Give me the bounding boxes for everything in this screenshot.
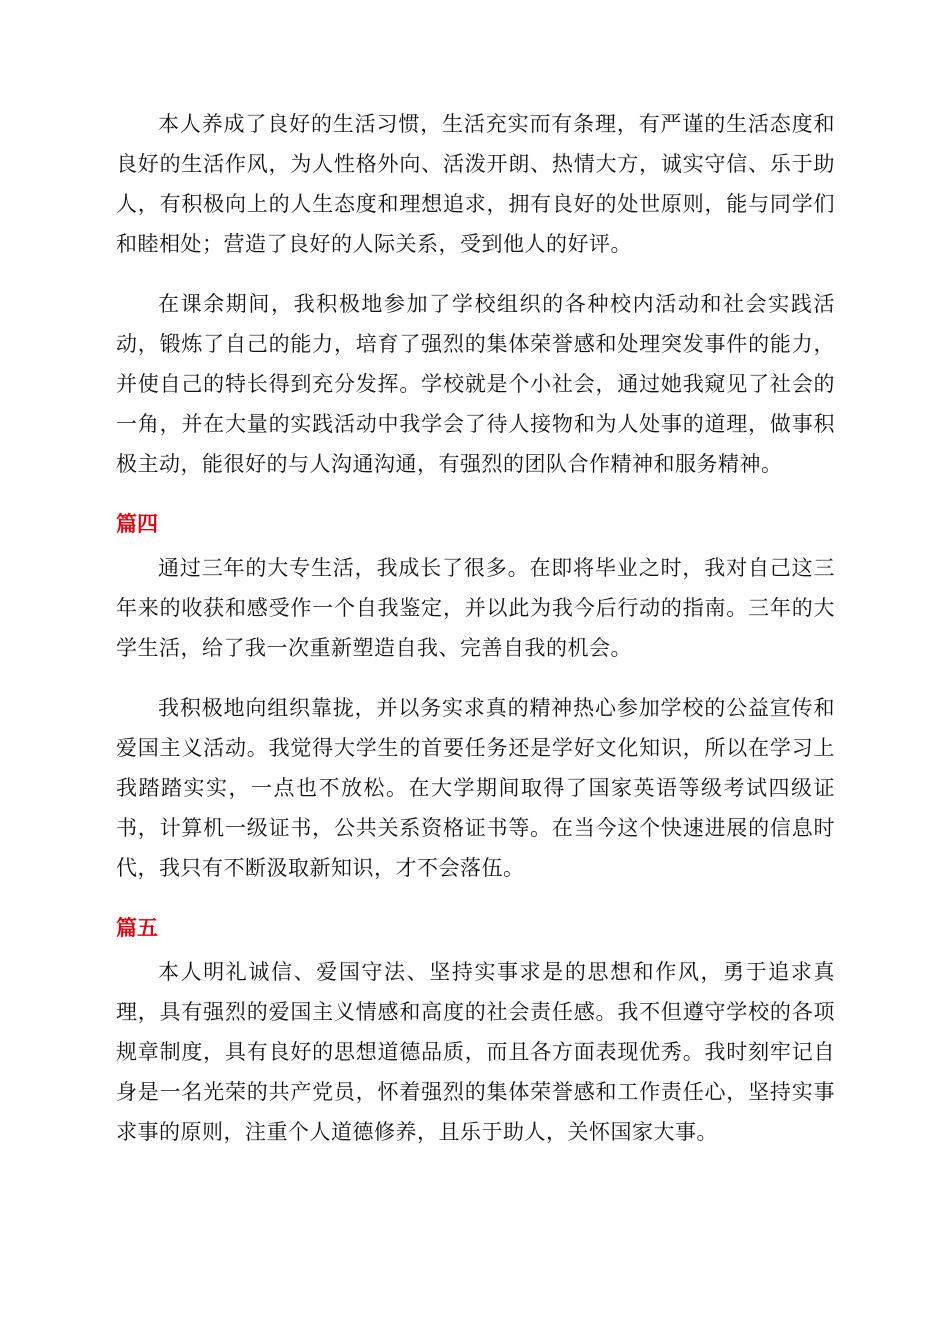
section-five-paragraph-1: 本人明礼诚信、爱国守法、坚持实事求是的思想和作风，勇于追求真理，具有强烈的爱国主义情感和高度的社会责任感。我不但遵守学校的各项规章制度，具有良好的思想道德品质，而且各方面表现优秀。我时刻牢记自身是一名光荣的共产党员，怀着强烈的集体荣誉感和工作责任心，坚持实事求事的原则，注重个人道德修养，且乐于助人，关怀国家大事。 bbox=[116, 960, 835, 1144]
intro-paragraph-1: 本人养成了良好的生活习惯，生活充实而有条理，有严谨的生活态度和良好的生活作风，为人性格外向、活泼开朗、热情大方，诚实守信、乐于助人，有积极向上的人生态度和理想追求，拥有良好的处世原则，能与同学们和睦相处；营造了良好的人际关系，受到他人的好评。 bbox=[116, 112, 835, 256]
section-four-paragraph-2: 我积极地向组织靠拢，并以务实求真的精神热心参加学校的公益宣传和爱国主义活动。我觉得大学生的首要任务还是学好文化知识，所以在学习上我踏踏实实，一点也不放松。在大学期间取得了国家英语等级考试四级证书，计算机一级证书，公共关系资格证书等。在当今这个快速进展的信息时代，我只有不断汲取新知识，才不会落伍。 bbox=[116, 696, 835, 880]
document-page bbox=[116, 104, 835, 1172]
section-heading-four: 篇四 bbox=[116, 512, 158, 536]
section-heading-five: 篇五 bbox=[116, 916, 158, 940]
intro-paragraph-2: 在课余期间，我积极地参加了学校组织的各种校内活动和社会实践活动，锻炼了自己的能力，培育了强烈的集体荣誉感和处理突发事件的能力，并使自己的特长得到充分发挥。学校就是个小社会，通过她我窥见了社会的一角，并在大量的实践活动中我学会了待人接物和为人处事的道理，做事积极主动，能很好的与人沟通沟通，有强烈的团队合作精神和服务精神。 bbox=[116, 292, 835, 476]
section-four-paragraph-1: 通过三年的大专生活，我成长了很多。在即将毕业之时，我对自己这三年来的收获和感受作一个自我鉴定，并以此为我今后行动的指南。三年的大学生活，给了我一次重新塑造自我、完善自我的机会。 bbox=[116, 556, 835, 660]
